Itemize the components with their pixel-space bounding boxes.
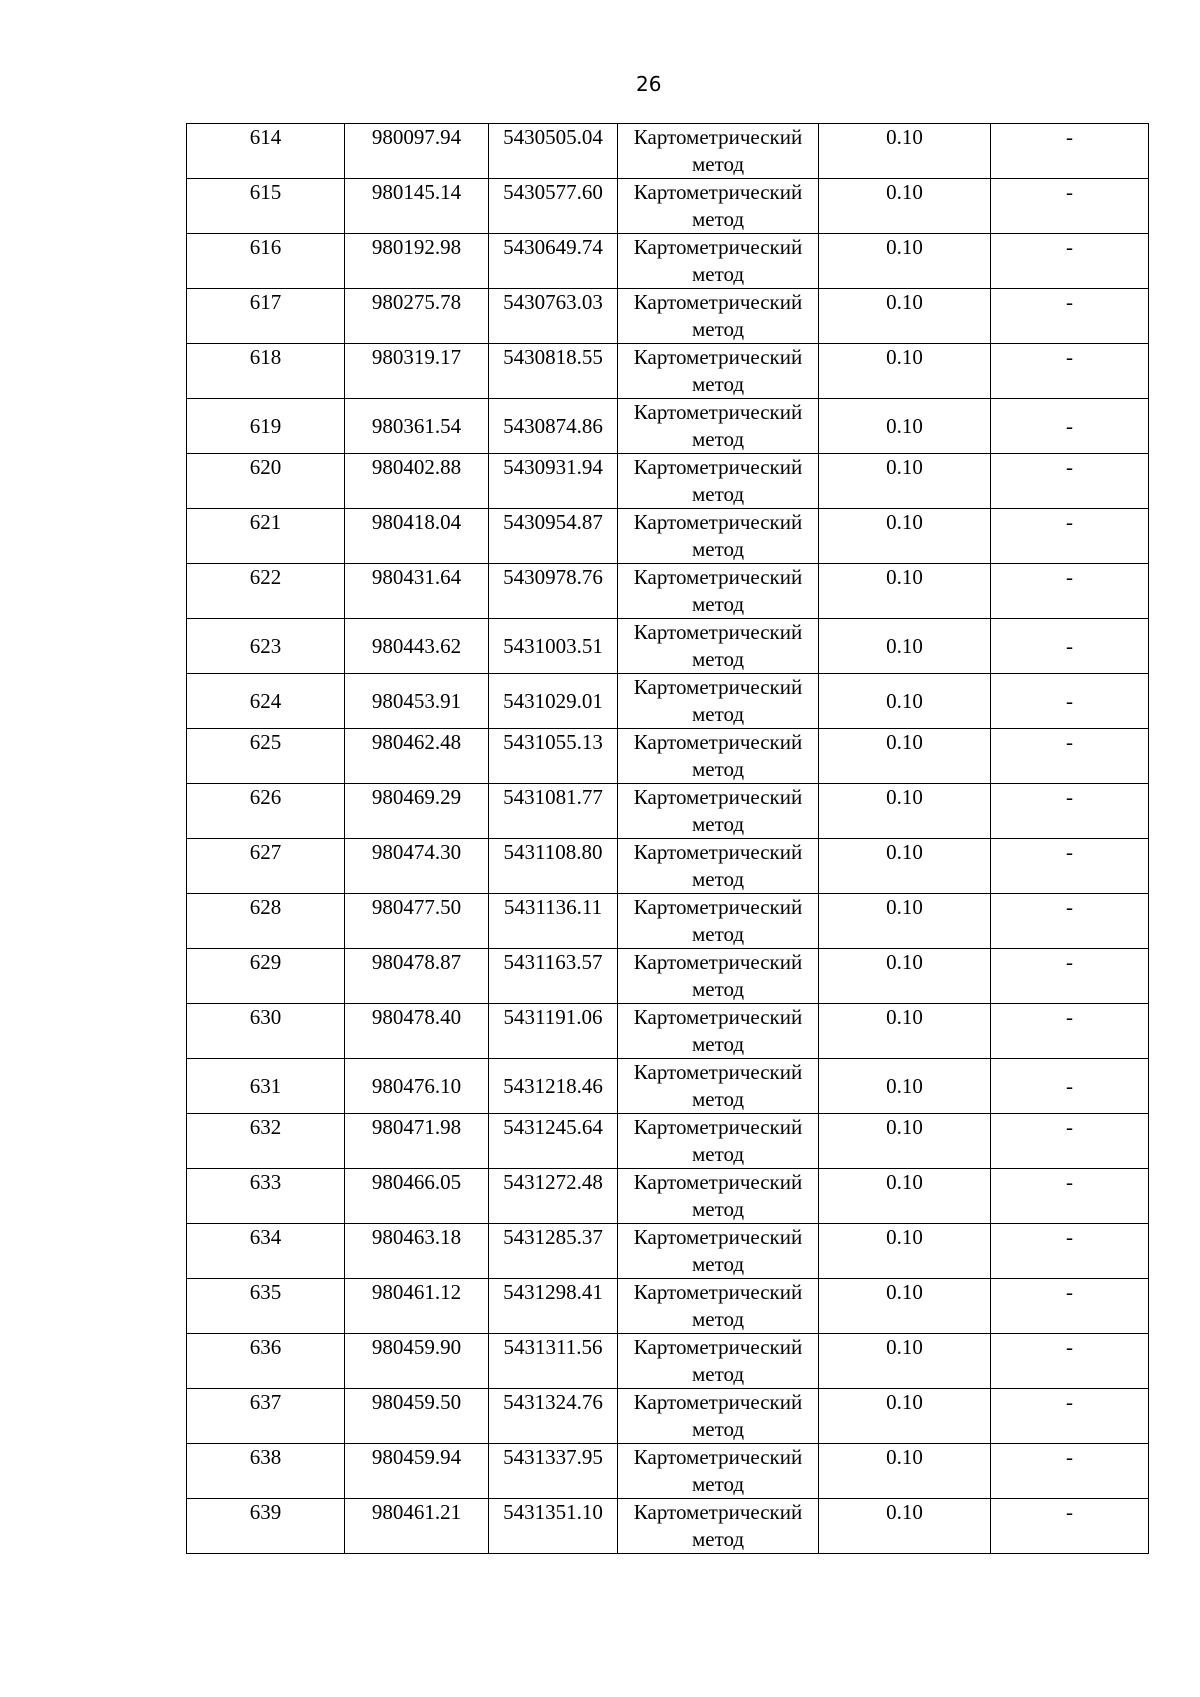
accuracy-cell: 0.10 [819,179,991,234]
y-coordinate-cell: 5431136.11 [489,894,618,949]
point-number-cell: 637 [187,1389,345,1444]
note-cell: - [991,1224,1149,1279]
point-number-cell: 634 [187,1224,345,1279]
x-coordinate-cell: 980443.62 [345,619,489,674]
note-cell: - [991,1059,1149,1114]
x-coordinate-cell: 980418.04 [345,509,489,564]
accuracy-cell: 0.10 [819,1334,991,1389]
y-coordinate-cell: 5430931.94 [489,454,618,509]
accuracy-cell: 0.10 [819,1004,991,1059]
point-number-cell: 636 [187,1334,345,1389]
point-number-cell: 621 [187,509,345,564]
method-cell: Картометрический метод [618,509,819,564]
note-cell: - [991,674,1149,729]
y-coordinate-cell: 5431055.13 [489,729,618,784]
y-coordinate-cell: 5430505.04 [489,124,618,179]
y-coordinate-cell: 5431163.57 [489,949,618,1004]
y-coordinate-cell: 5430763.03 [489,289,618,344]
x-coordinate-cell: 980469.29 [345,784,489,839]
accuracy-cell: 0.10 [819,1169,991,1224]
x-coordinate-cell: 980459.50 [345,1389,489,1444]
note-cell: - [991,1499,1149,1554]
table-row [187,674,1149,729]
y-coordinate-cell: 5430818.55 [489,344,618,399]
y-coordinate-cell: 5431029.01 [489,674,618,729]
accuracy-cell: 0.10 [819,289,991,344]
table-row [187,729,1149,784]
y-coordinate-cell: 5430874.86 [489,399,618,454]
x-coordinate-cell: 980145.14 [345,179,489,234]
point-number-cell: 625 [187,729,345,784]
table-row [187,1334,1149,1389]
accuracy-cell: 0.10 [819,1224,991,1279]
y-coordinate-cell: 5431191.06 [489,1004,618,1059]
point-number-cell: 632 [187,1114,345,1169]
note-cell: - [991,1169,1149,1224]
x-coordinate-cell: 980477.50 [345,894,489,949]
note-cell: - [991,509,1149,564]
method-cell: Картометрический метод [618,894,819,949]
accuracy-cell: 0.10 [819,1444,991,1499]
accuracy-cell: 0.10 [819,454,991,509]
y-coordinate-cell: 5431337.95 [489,1444,618,1499]
point-number-cell: 627 [187,839,345,894]
table-row [187,179,1149,234]
table-row [187,1389,1149,1444]
note-cell: - [991,839,1149,894]
accuracy-cell: 0.10 [819,1389,991,1444]
method-cell: Картометрический метод [618,1279,819,1334]
x-coordinate-cell: 980474.30 [345,839,489,894]
point-number-cell: 623 [187,619,345,674]
y-coordinate-cell: 5430954.87 [489,509,618,564]
note-cell: - [991,1114,1149,1169]
point-number-cell: 614 [187,124,345,179]
x-coordinate-cell: 980478.40 [345,1004,489,1059]
accuracy-cell: 0.10 [819,619,991,674]
note-cell: - [991,289,1149,344]
note-cell: - [991,1279,1149,1334]
table-row [187,619,1149,674]
table-row [187,894,1149,949]
accuracy-cell: 0.10 [819,1059,991,1114]
table-row [187,1279,1149,1334]
method-cell: Картометрический метод [618,179,819,234]
table-row [187,234,1149,289]
method-cell: Картометрический метод [618,1389,819,1444]
y-coordinate-cell: 5431108.80 [489,839,618,894]
table-row [187,1114,1149,1169]
point-number-cell: 631 [187,1059,345,1114]
y-coordinate-cell: 5431285.37 [489,1224,618,1279]
accuracy-cell: 0.10 [819,1279,991,1334]
method-cell: Картометрический метод [618,124,819,179]
method-cell: Картометрический метод [618,399,819,454]
x-coordinate-cell: 980453.91 [345,674,489,729]
note-cell: - [991,894,1149,949]
coordinates-table [186,123,1149,1554]
method-cell: Картометрический метод [618,1004,819,1059]
table-row [187,784,1149,839]
y-coordinate-cell: 5431298.41 [489,1279,618,1334]
table-row [187,289,1149,344]
accuracy-cell: 0.10 [819,234,991,289]
accuracy-cell: 0.10 [819,784,991,839]
table-row [187,1444,1149,1499]
accuracy-cell: 0.10 [819,949,991,1004]
x-coordinate-cell: 980463.18 [345,1224,489,1279]
method-cell: Картометрический метод [618,564,819,619]
y-coordinate-cell: 5431245.64 [489,1114,618,1169]
accuracy-cell: 0.10 [819,839,991,894]
x-coordinate-cell: 980461.12 [345,1279,489,1334]
method-cell: Картометрический метод [618,289,819,344]
point-number-cell: 617 [187,289,345,344]
table-row [187,124,1149,179]
y-coordinate-cell: 5431081.77 [489,784,618,839]
y-coordinate-cell: 5431003.51 [489,619,618,674]
method-cell: Картометрический метод [618,1224,819,1279]
note-cell: - [991,179,1149,234]
point-number-cell: 633 [187,1169,345,1224]
note-cell: - [991,1004,1149,1059]
y-coordinate-cell: 5430649.74 [489,234,618,289]
point-number-cell: 615 [187,179,345,234]
method-cell: Картометрический метод [618,1499,819,1554]
coordinates-table-body [187,124,1149,1554]
table-row [187,564,1149,619]
table-row [187,1499,1149,1554]
method-cell: Картометрический метод [618,729,819,784]
method-cell: Картометрический метод [618,1059,819,1114]
accuracy-cell: 0.10 [819,344,991,399]
method-cell: Картометрический метод [618,234,819,289]
method-cell: Картометрический метод [618,1444,819,1499]
point-number-cell: 639 [187,1499,345,1554]
method-cell: Картометрический метод [618,1169,819,1224]
y-coordinate-cell: 5430577.60 [489,179,618,234]
note-cell: - [991,784,1149,839]
point-number-cell: 618 [187,344,345,399]
table-row [187,1059,1149,1114]
y-coordinate-cell: 5430978.76 [489,564,618,619]
x-coordinate-cell: 980471.98 [345,1114,489,1169]
x-coordinate-cell: 980466.05 [345,1169,489,1224]
note-cell: - [991,344,1149,399]
table-row [187,949,1149,1004]
method-cell: Картометрический метод [618,1334,819,1389]
accuracy-cell: 0.10 [819,674,991,729]
y-coordinate-cell: 5431218.46 [489,1059,618,1114]
method-cell: Картометрический метод [618,344,819,399]
table-row [187,1169,1149,1224]
accuracy-cell: 0.10 [819,124,991,179]
x-coordinate-cell: 980275.78 [345,289,489,344]
accuracy-cell: 0.10 [819,564,991,619]
point-number-cell: 624 [187,674,345,729]
note-cell: - [991,949,1149,1004]
note-cell: - [991,124,1149,179]
table-row [187,399,1149,454]
y-coordinate-cell: 5431311.56 [489,1334,618,1389]
x-coordinate-cell: 980478.87 [345,949,489,1004]
note-cell: - [991,1444,1149,1499]
point-number-cell: 630 [187,1004,345,1059]
method-cell: Картометрический метод [618,619,819,674]
method-cell: Картометрический метод [618,839,819,894]
note-cell: - [991,454,1149,509]
table-row [187,1224,1149,1279]
x-coordinate-cell: 980192.98 [345,234,489,289]
accuracy-cell: 0.10 [819,1114,991,1169]
table-row [187,1004,1149,1059]
method-cell: Картометрический метод [618,949,819,1004]
method-cell: Картометрический метод [618,1114,819,1169]
x-coordinate-cell: 980461.21 [345,1499,489,1554]
x-coordinate-cell: 980319.17 [345,344,489,399]
accuracy-cell: 0.10 [819,1499,991,1554]
x-coordinate-cell: 980476.10 [345,1059,489,1114]
table-row [187,839,1149,894]
method-cell: Картометрический метод [618,454,819,509]
x-coordinate-cell: 980459.94 [345,1444,489,1499]
x-coordinate-cell: 980462.48 [345,729,489,784]
point-number-cell: 620 [187,454,345,509]
note-cell: - [991,619,1149,674]
accuracy-cell: 0.10 [819,509,991,564]
point-number-cell: 622 [187,564,345,619]
x-coordinate-cell: 980402.88 [345,454,489,509]
point-number-cell: 616 [187,234,345,289]
table-row [187,509,1149,564]
note-cell: - [991,564,1149,619]
accuracy-cell: 0.10 [819,399,991,454]
note-cell: - [991,729,1149,784]
point-number-cell: 626 [187,784,345,839]
accuracy-cell: 0.10 [819,729,991,784]
note-cell: - [991,399,1149,454]
point-number-cell: 619 [187,399,345,454]
x-coordinate-cell: 980097.94 [345,124,489,179]
point-number-cell: 638 [187,1444,345,1499]
y-coordinate-cell: 5431324.76 [489,1389,618,1444]
point-number-cell: 628 [187,894,345,949]
note-cell: - [991,1389,1149,1444]
note-cell: - [991,1334,1149,1389]
table-row [187,454,1149,509]
method-cell: Картометрический метод [618,674,819,729]
table-row [187,344,1149,399]
method-cell: Картометрический метод [618,784,819,839]
point-number-cell: 635 [187,1279,345,1334]
x-coordinate-cell: 980361.54 [345,399,489,454]
note-cell: - [991,234,1149,289]
y-coordinate-cell: 5431272.48 [489,1169,618,1224]
y-coordinate-cell: 5431351.10 [489,1499,618,1554]
page-number: 26 [636,72,662,96]
x-coordinate-cell: 980431.64 [345,564,489,619]
point-number-cell: 629 [187,949,345,1004]
accuracy-cell: 0.10 [819,894,991,949]
x-coordinate-cell: 980459.90 [345,1334,489,1389]
